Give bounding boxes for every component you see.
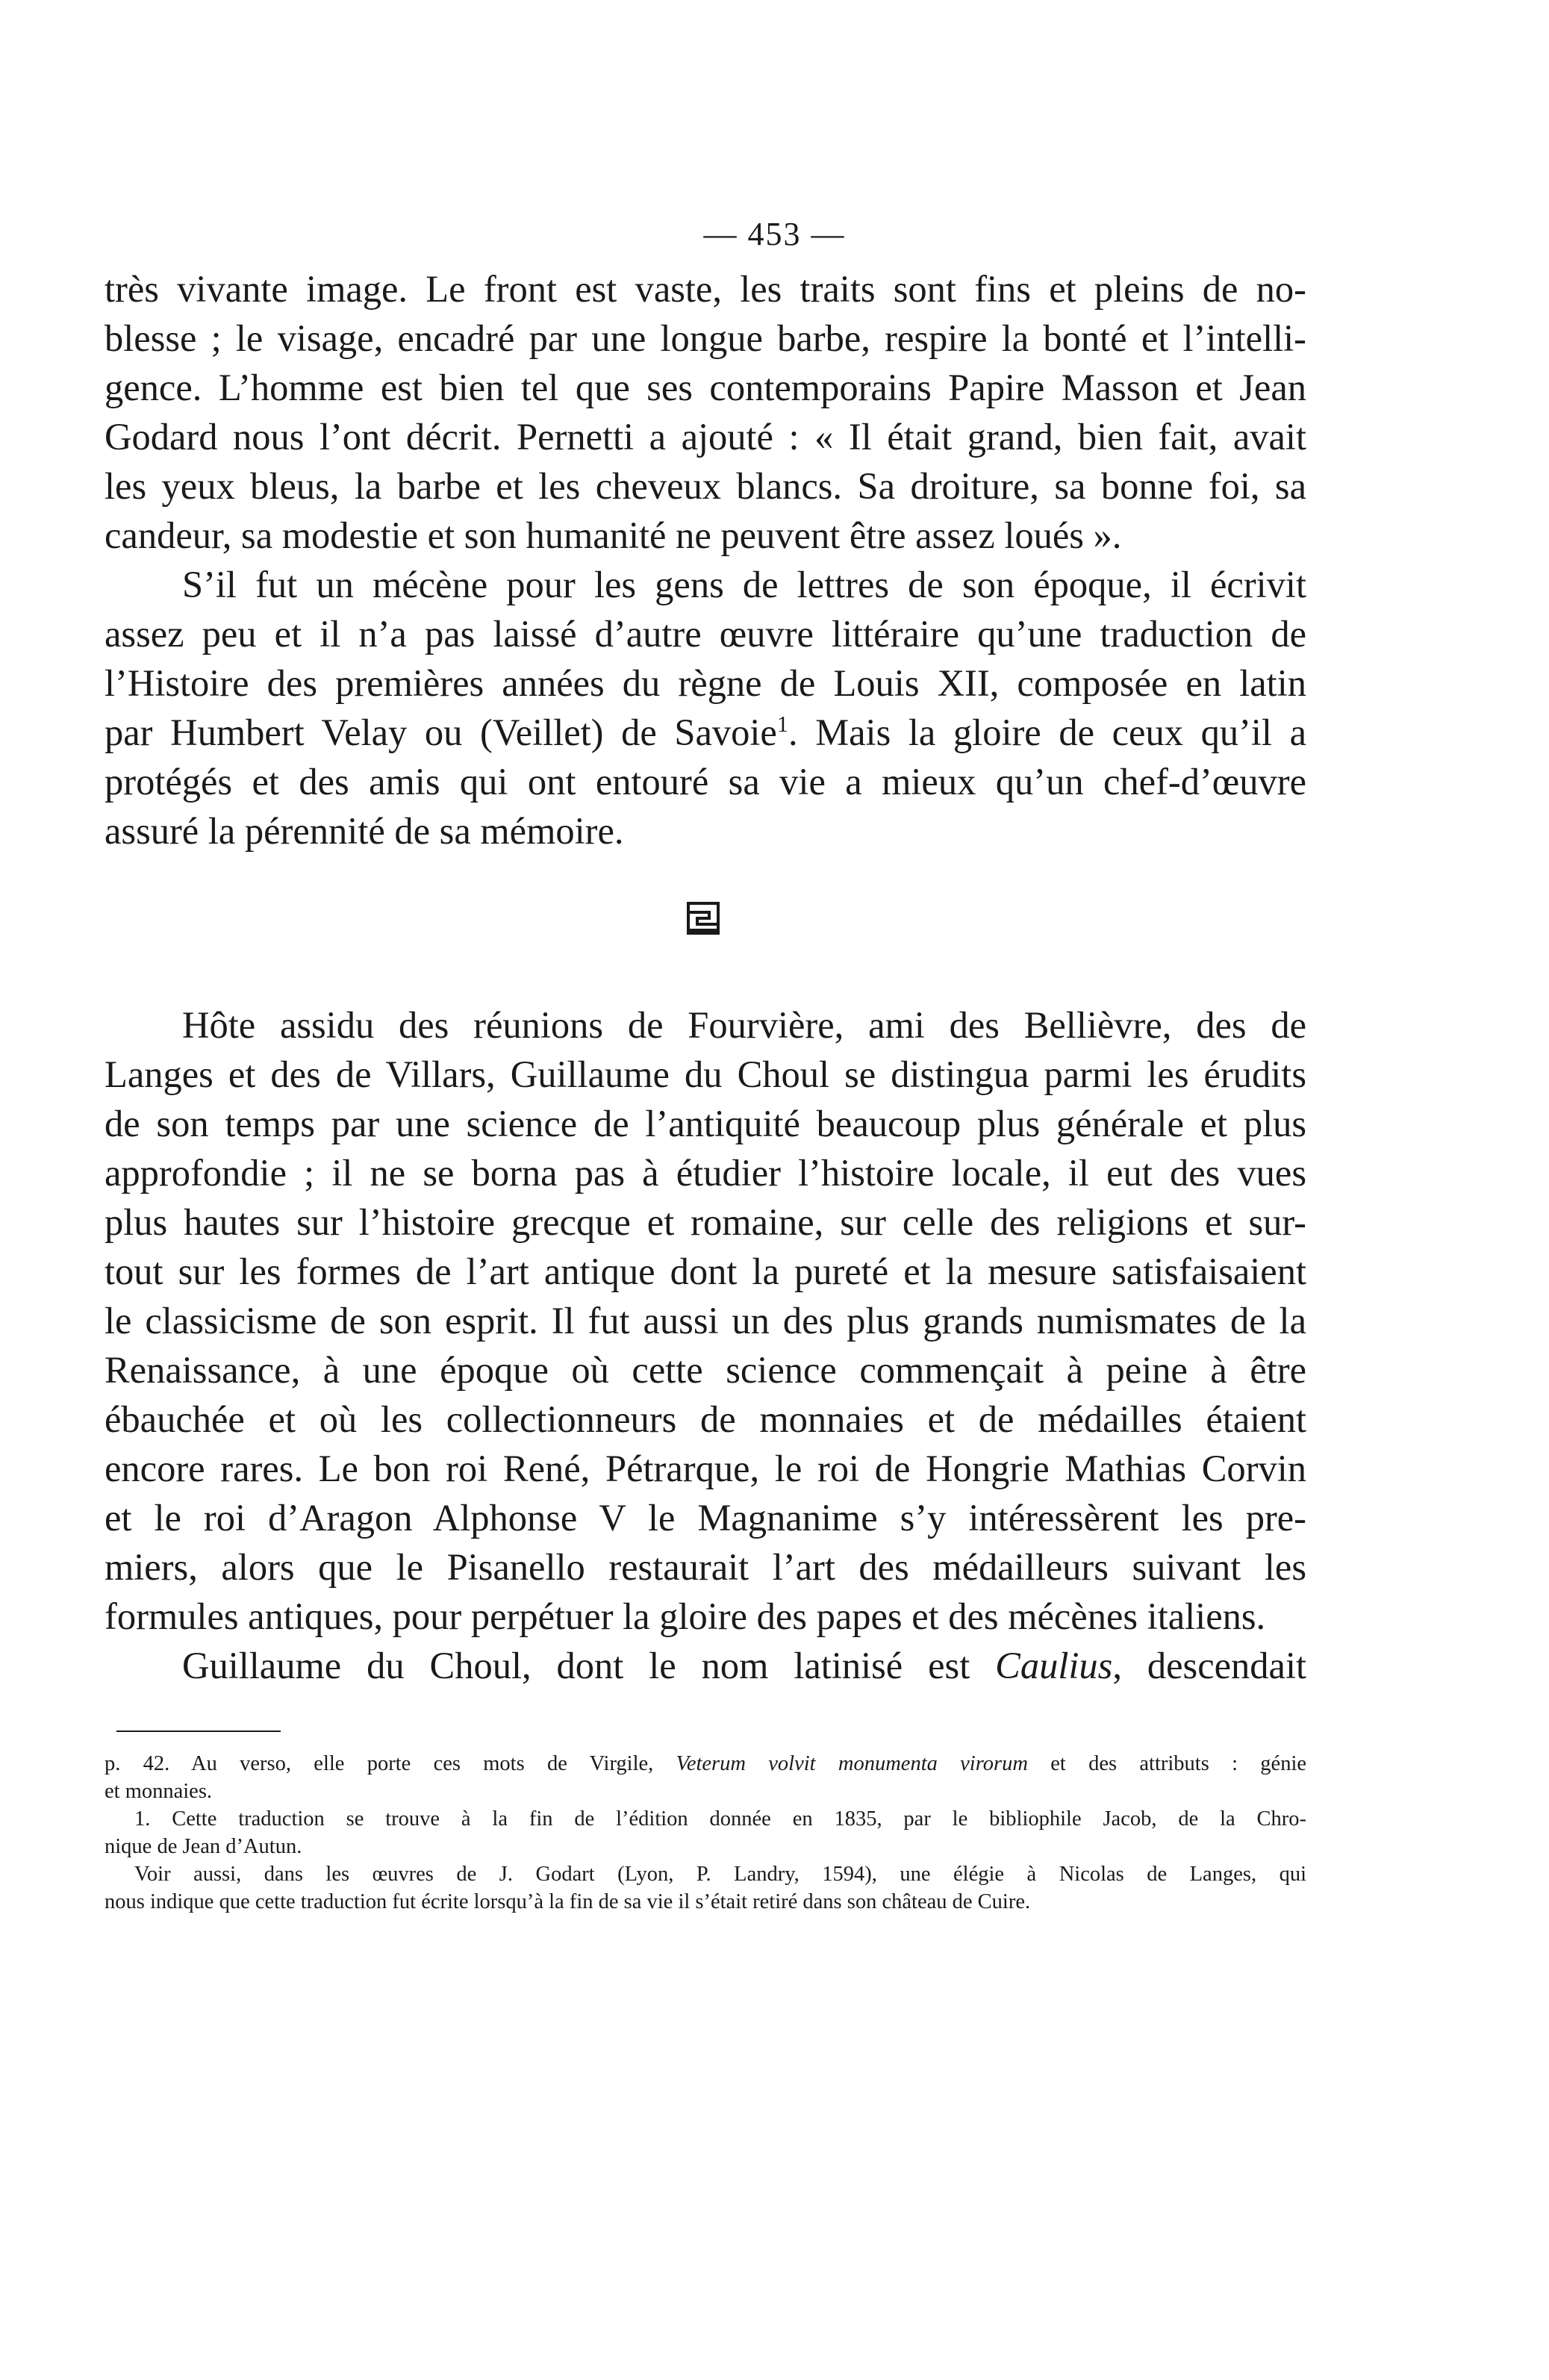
text-line: tout sur les formes de l’art antique dont la pureté et la mesure satisfaisaient [105,1250,1306,1292]
text-line: Godard nous l’ont décrit. Pernetti a ajouté : « Il était grand, bien fait, avait [105,416,1306,458]
italic-term: Caulius [995,1645,1113,1686]
footnote-separator [116,1731,281,1732]
text-line: l’Histoire des premières années du règne de Louis XII, composée en latin [105,662,1306,704]
text-line: Renaissance, à une époque où cette science commençait à peine à être [105,1349,1306,1391]
text-line: gence. L’homme est bien tel que ses contemporains Papire Masson et Jean [105,367,1306,408]
text-line: et le roi d’Aragon Alphonse V le Magnanime s’y intéressèrent les pre- [105,1497,1306,1539]
footnote-line: nique de Jean d’Autun. [105,1835,302,1858]
text-line: Langes et des de Villars, Guillaume du Choul se distingua parmi les érudits [105,1053,1306,1095]
text-line: encore rares. Le bon roi René, Pétrarque, le roi de Hongrie Mathias Corvin [105,1448,1306,1489]
text-line: de son temps par une science de l’antiquité beaucoup plus générale et plus [105,1103,1306,1144]
text-fragment: , descendait [1112,1645,1307,1686]
text-fragment: . Mais la gloire de ceux qu’il a [788,711,1306,753]
text-fragment: et des attributs : génie [1027,1752,1307,1775]
footnote-line: et monnaies. [105,1780,213,1803]
text-line: Hôte assidu des réunions de Fourvière, ami des Bellièvre, des de [182,1004,1306,1046]
text-line: miers, alors que le Pisanello restaurait l’art des médailleurs suivant les [105,1546,1306,1588]
text-line: ébauchée et où les collectionneurs de monnaies et de médailles étaient [105,1398,1306,1440]
page-number: — 453 — [703,216,846,252]
section-ornament-icon [687,902,720,935]
text-line: protégés et des amis qui ont entouré sa vie a mieux qu’un chef-d’œuvre [105,761,1306,803]
text-line: assuré la pérennité de sa mémoire. [105,810,624,852]
text-line: blesse ; le visage, encadré par une longue barbe, respire la bonté et l’intelli- [105,317,1306,359]
text-fragment: Guillaume du Choul, dont le nom latinisé est [182,1645,996,1686]
footnote-line: Voir aussi, dans les œuvres de J. Godart (Lyon, P. Landry, 1594), une élégie à Nicolas de Langes, qui [134,1863,1306,1886]
text-fragment: par Humbert Velay ou (Veillet) de Savoie [105,711,777,753]
footnote-ref[interactable]: 1 [776,711,788,738]
paragraph-1 [105,264,1306,560]
footnote-line: 1. Cette traduction se trouve à la fin de l’édition donnée en 1835, par le bibliophile Jacob, de la Chro- [134,1807,1306,1831]
footnote-line [105,1750,1306,1778]
footnote-line: nous indique que cette traduction fut écrite lorsqu’à la fin de sa vie il s’était retiré dans son château de Cuire. [105,1890,1031,1913]
paragraph-3 [105,1000,1306,1690]
text-line: le classicisme de son esprit. Il fut aussi un des plus grands numismates de la [105,1300,1306,1342]
text-line: candeur, sa modestie et son humanité ne peuvent être assez loués ». [105,514,1122,556]
italic-quote: Veterum volvit monumenta virorum [676,1752,1028,1775]
footnotes [105,1750,1306,1916]
text-line: très vivante image. Le front est vaste, les traits sont fins et pleins de no- [105,268,1306,310]
text-line: les yeux bleus, la barbe et les cheveux blancs. Sa droiture, sa bonne foi, sa [105,465,1306,507]
text-line [105,708,1306,757]
text-line: assez peu et il n’a pas laissé d’autre œuvre littéraire qu’une traduction de [105,613,1306,655]
text-line: formules antiques, pour perpétuer la gloire des papes et des mécènes italiens. [105,1595,1266,1637]
text-line: approfondie ; il ne se borna pas à étudier l’histoire locale, il eut des vues [105,1152,1306,1194]
text-line: S’il fut un mécène pour les gens de lettres de son époque, il écrivit [182,564,1306,605]
text-line: plus hautes sur l’histoire grecque et romaine, sur celle des religions et sur- [105,1201,1306,1243]
text-line [105,1641,1306,1690]
paragraph-2 [105,560,1306,856]
text-fragment: p. 42. Au verso, elle porte ces mots de Virgile, [105,1752,676,1775]
